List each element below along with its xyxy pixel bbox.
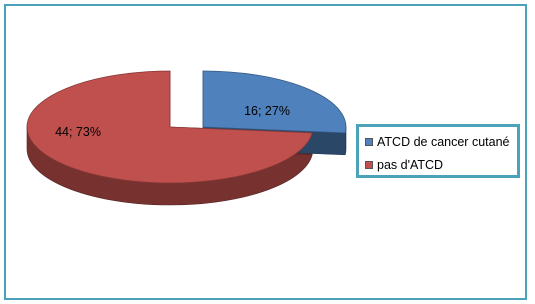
legend-swatch-pas-atcd xyxy=(365,161,373,169)
legend-label-atcd: ATCD de cancer cutané xyxy=(377,135,510,149)
slice-label-1: 44; 73% xyxy=(55,125,101,139)
legend-swatch-atcd xyxy=(365,138,373,146)
slice-label-0: 16; 27% xyxy=(244,104,290,118)
legend-item-pas-atcd xyxy=(365,158,443,172)
legend-label-pas-atcd: pas d'ATCD xyxy=(377,158,444,172)
legend-item-atcd xyxy=(365,135,509,149)
legend xyxy=(356,124,520,178)
pie-slice-0 xyxy=(203,71,346,133)
